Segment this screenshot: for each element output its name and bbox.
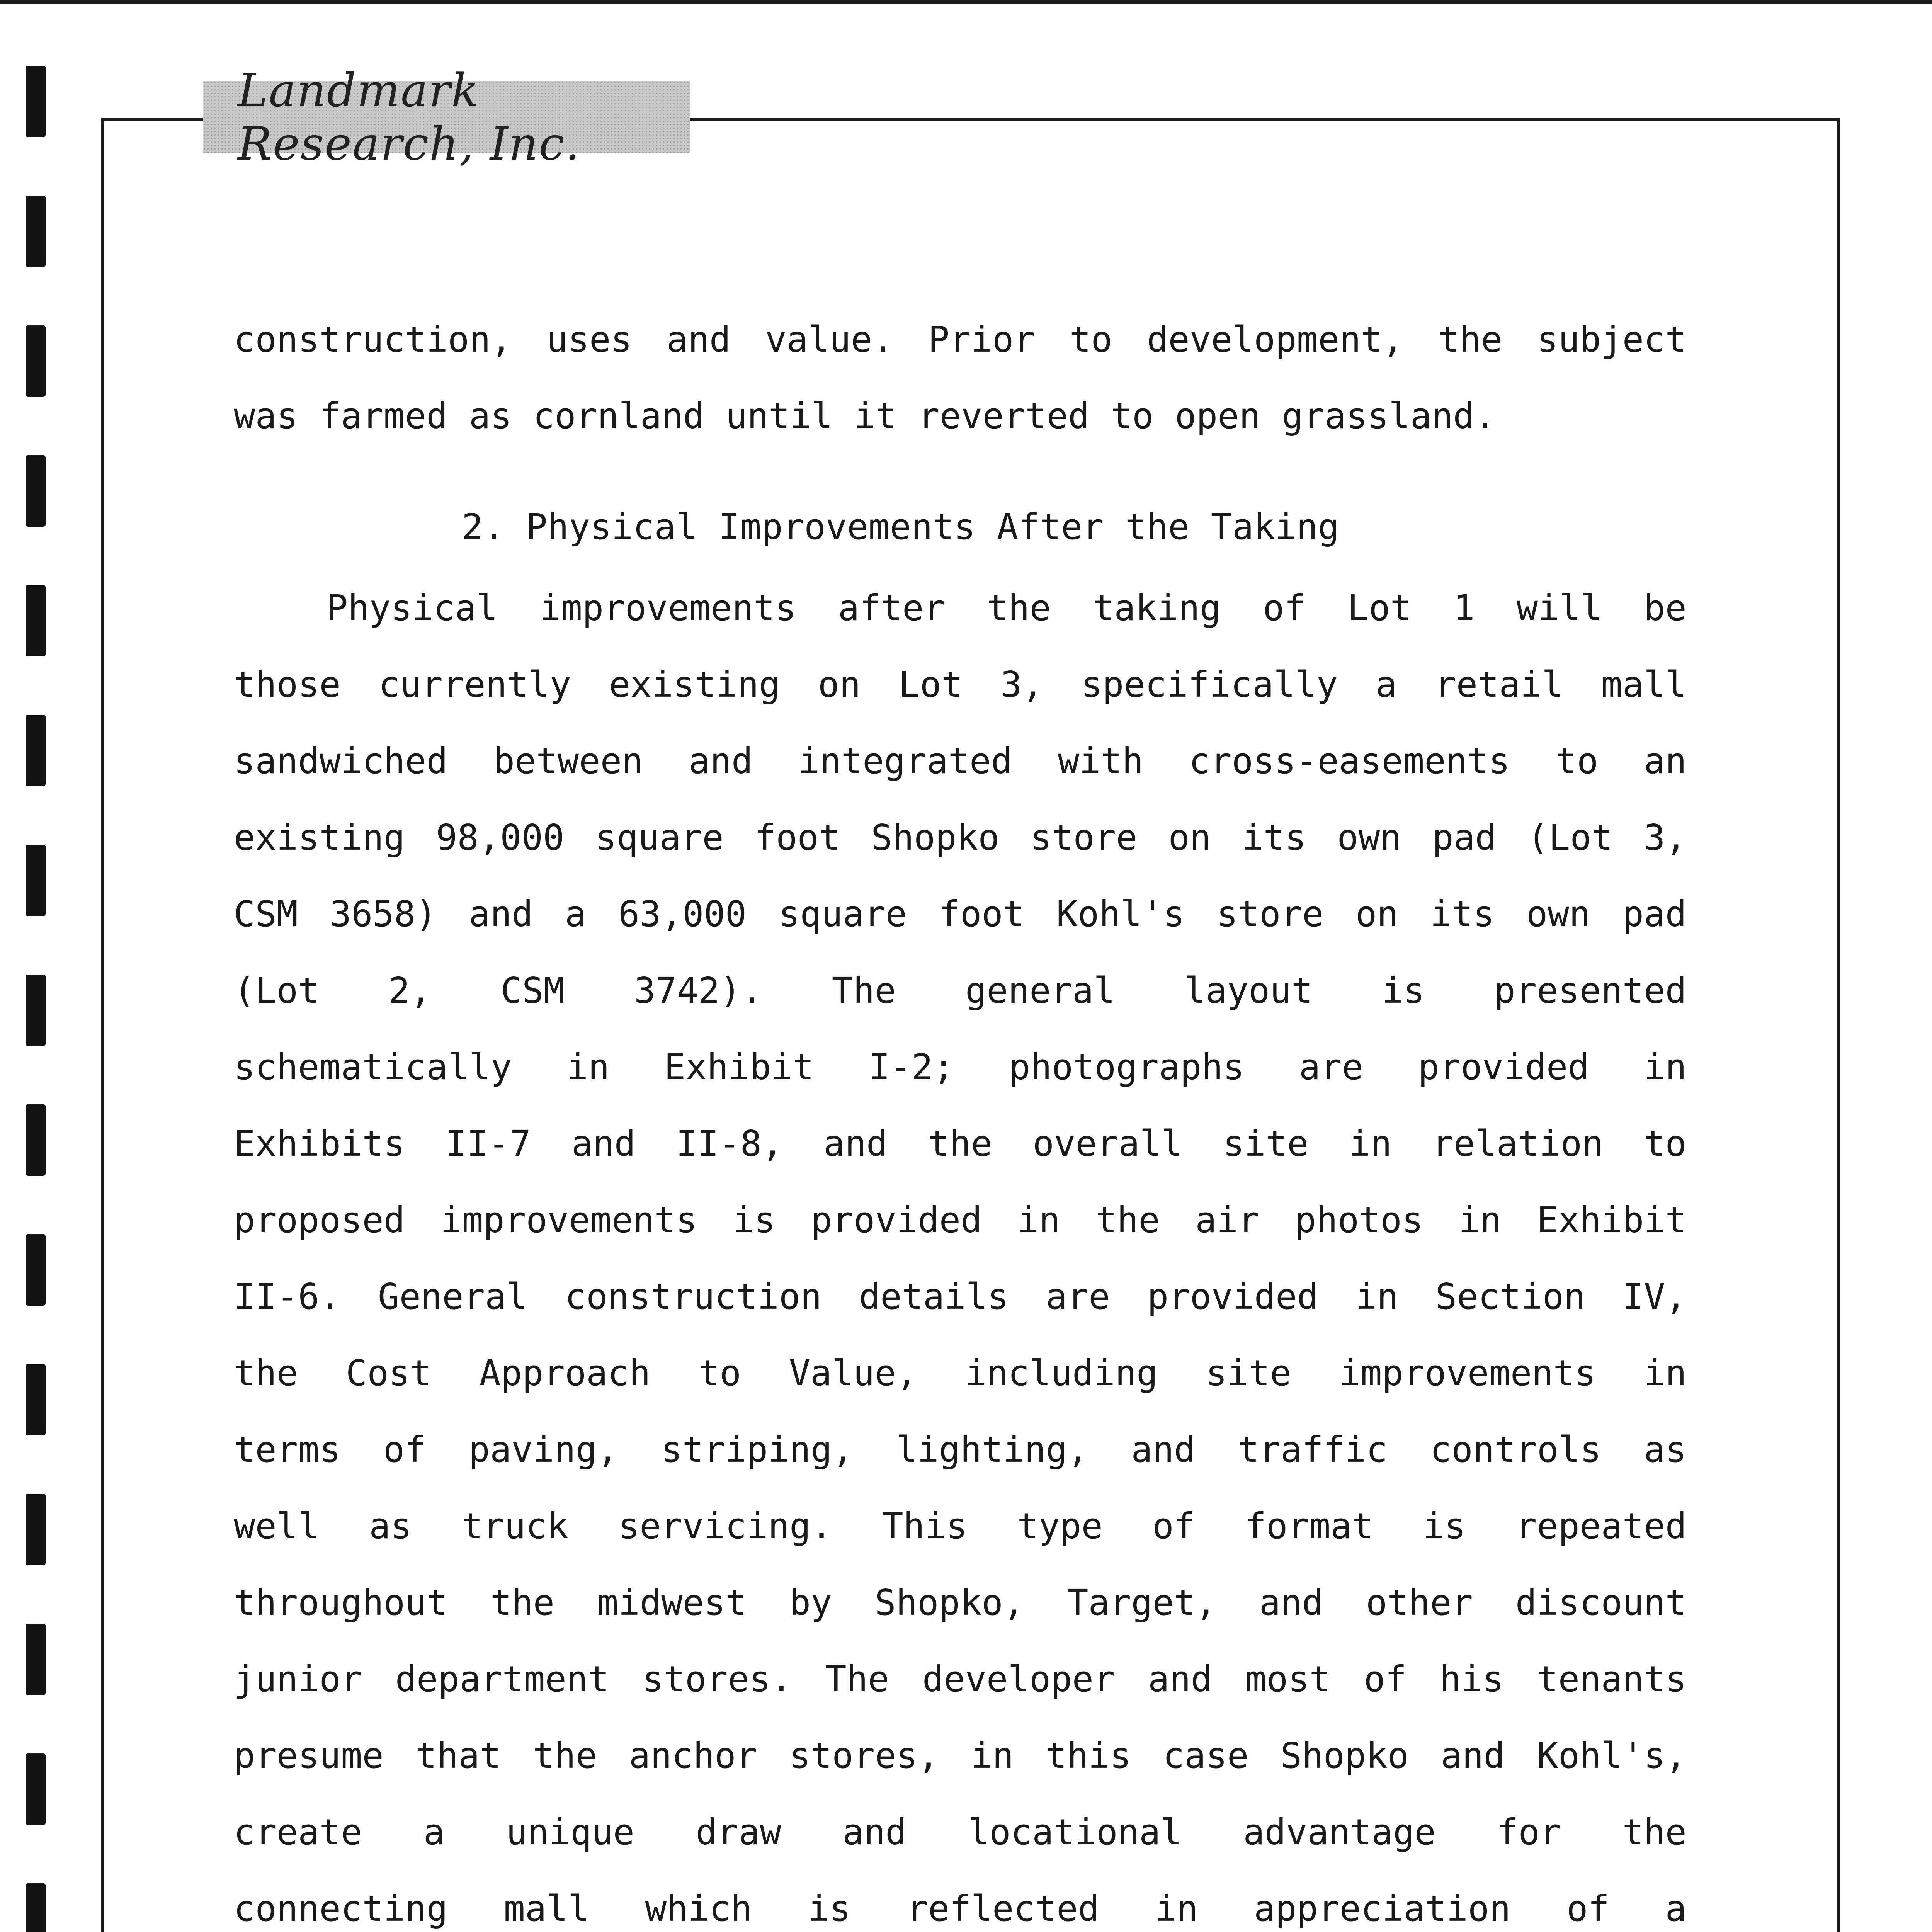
binding-hole <box>26 845 46 916</box>
binding-hole <box>26 196 46 267</box>
binding-hole <box>26 325 46 397</box>
text-line: II-6. General construction details are provided in Section IV, <box>234 1276 1687 1317</box>
text-line: proposed improvements is provided in the air photos in Exhibit <box>234 1199 1687 1241</box>
section-heading: 2. Physical Improvements After the Taking <box>462 506 1339 548</box>
text-line: Exhibits II-7 and II-8, and the overall site in relation to <box>234 1123 1687 1164</box>
logo-text: Landmark Research, Inc. <box>238 63 581 170</box>
binding-hole <box>26 66 46 137</box>
binding-hole <box>26 715 46 786</box>
text-line: junior department stores. The developer and most of his tenants <box>234 1658 1687 1700</box>
text-line: terms of paving, striping, lighting, and traffic controls as <box>234 1429 1687 1470</box>
text-line: schematically in Exhibit I-2; photographs are provided in <box>234 1046 1687 1088</box>
paragraph-1 <box>234 301 1687 454</box>
text-line: sandwiched between and integrated with cross-easements to an <box>234 740 1687 782</box>
text-line: throughout the midwest by Shopko, Target, and other discount <box>234 1582 1687 1623</box>
text-line: Physical improvements after the taking of Lot 1 will be <box>327 587 1687 629</box>
text-line: was farmed as cornland until it reverted to open grassland. <box>234 395 1496 437</box>
binding-hole <box>26 1494 46 1565</box>
binding-hole <box>26 1364 46 1435</box>
binding-hole <box>26 1883 46 1932</box>
text-line: existing 98,000 square foot Shopko store on its own pad (Lot 3, <box>234 817 1687 858</box>
binding-hole <box>26 455 46 527</box>
text-line: create a unique draw and locational advantage for the <box>234 1811 1687 1853</box>
text-line: connecting mall which is reflected in appreciation of a <box>234 1888 1687 1929</box>
text-line: the Cost Approach to Value, including site improvements in <box>234 1352 1687 1394</box>
paragraph-2 <box>234 570 1687 1932</box>
text-line: construction, uses and value. Prior to development, the subject <box>234 319 1687 360</box>
binding-hole <box>26 1753 46 1825</box>
binding-hole <box>26 585 46 656</box>
binding-hole <box>26 975 46 1046</box>
text-line: those currently existing on Lot 3, specifically a retail mall <box>234 664 1687 705</box>
binding-hole <box>26 1104 46 1176</box>
binding-holes <box>26 66 46 1932</box>
text-line: (Lot 2, CSM 3742). The general layout is presented <box>234 970 1687 1011</box>
text-line: CSM 3658) and a 63,000 square foot Kohl's store on its own pad <box>234 893 1687 935</box>
page-top-edge <box>0 0 1932 4</box>
binding-hole <box>26 1234 46 1306</box>
text-line: presume that the anchor stores, in this case Shopko and Kohl's, <box>234 1735 1687 1776</box>
binding-hole <box>26 1624 46 1695</box>
text-line: well as truck servicing. This type of format is repeated <box>234 1505 1687 1547</box>
letterhead-logo <box>203 63 690 170</box>
